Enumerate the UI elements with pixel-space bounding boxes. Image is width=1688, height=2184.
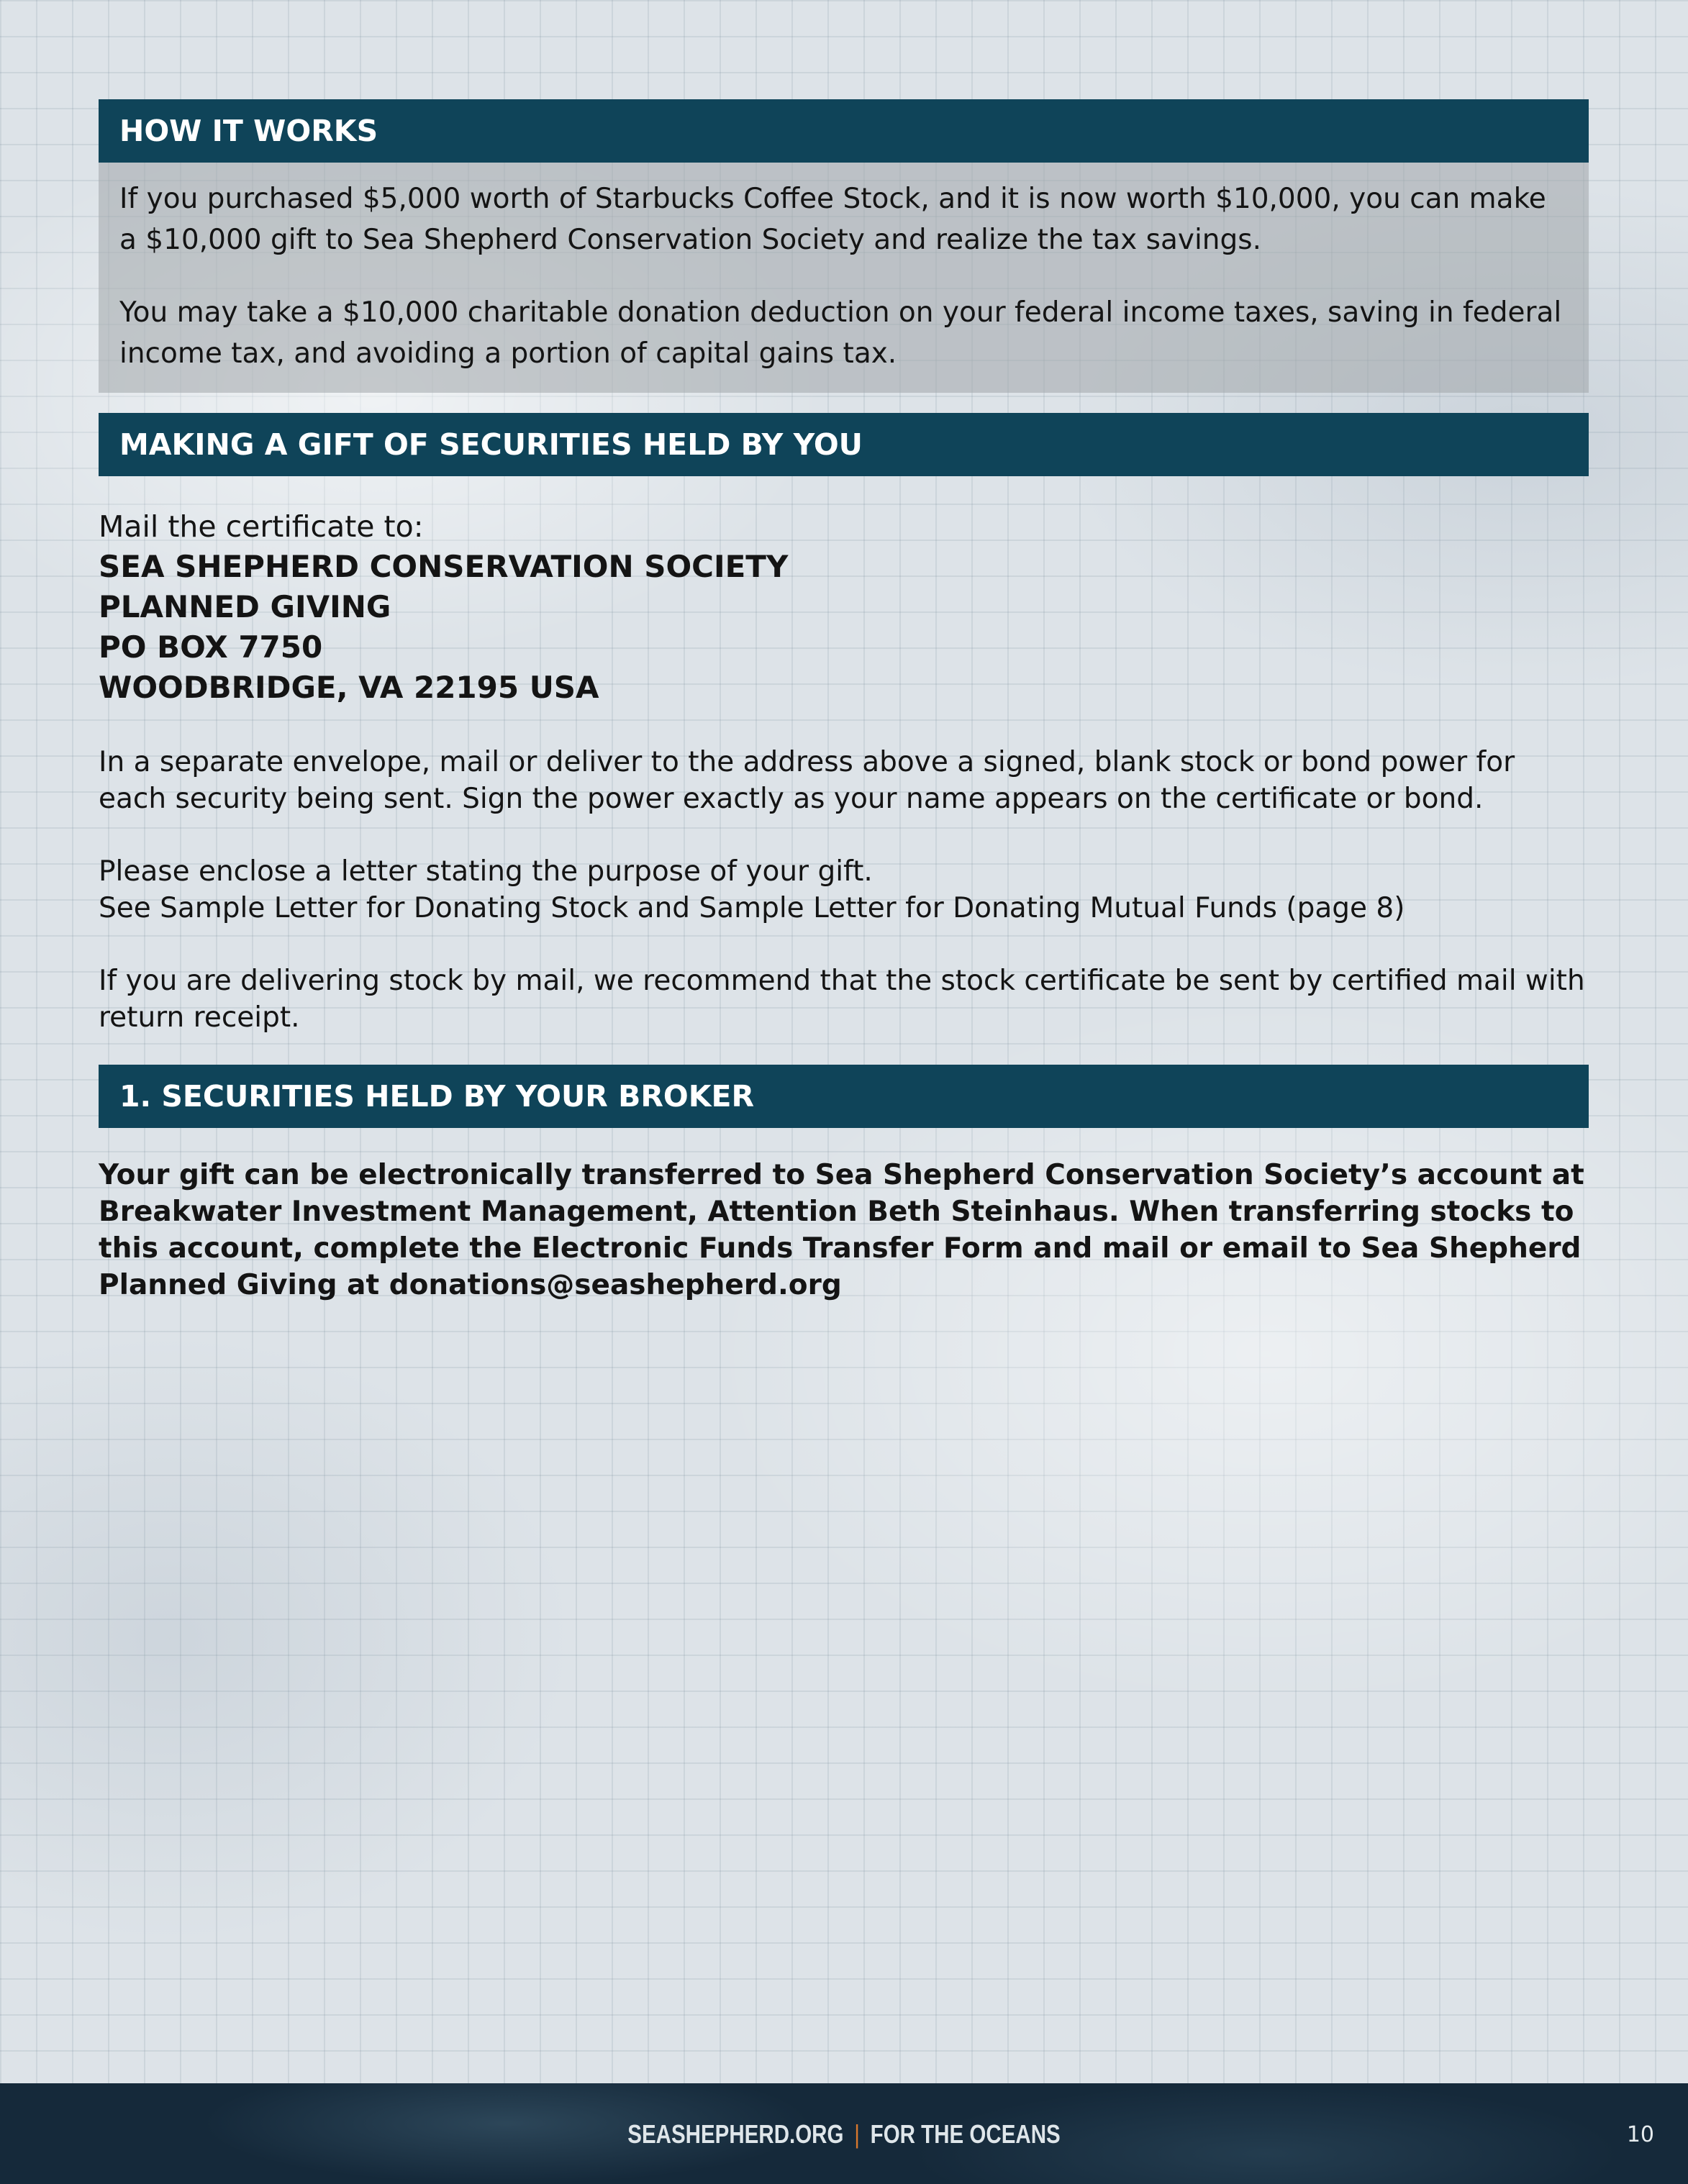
broker-heading: 1. SECURITIES HELD BY YOUR BROKER [99,1065,1589,1128]
address-line-city: WOODBRIDGE, VA 22195 USA [99,670,599,705]
mailing-address-block [99,506,1589,708]
footer-separator: | [854,2119,860,2149]
how-it-works-paragraph-2: You may take a $10,000 charitable donation deduction on your federal income taxes, saving in federal income tax, and avoiding a portion of capital gains tax. [119,296,1562,370]
address-line-po-box: PO BOX 7750 [99,629,323,665]
gift-held-by-you-heading: MAKING A GIFT OF SECURITIES HELD BY YOU [99,413,1589,476]
page-number: 10 [1626,2122,1654,2147]
broker-paragraph: Your gift can be electronically transferred to Sea Shepherd Conservation Society’s account at Breakwater Investment Management, Attention Beth Steinhaus. When transferring stocks to this account, complete the Electronic Funds Transfer Form and mail or email to Sea Shepherd Planned Giving at donations@seashepherd.org [99,1159,1584,1301]
letter-instructions [99,853,1589,927]
footer [0,2083,1688,2184]
envelope-instructions: In a separate envelope, mail or deliver to the address above a signed, blank stock or bond power for each security being sent. Sign the power exactly as your name appears on the certificate or bond. [99,746,1515,815]
letter-line-1: Please enclose a letter stating the purpose of your gift. [99,855,873,888]
certified-mail-note: If you are delivering stock by mail, we recommend that the stock certificate be sent by certified mail with return receipt. [99,965,1585,1034]
footer-website: SEASHEPHERD.ORG [627,2119,844,2149]
page-content [99,99,1589,1332]
address-line-department: PLANNED GIVING [99,589,391,624]
how-it-works-box [99,163,1589,393]
mail-intro: Mail the certificate to: [99,509,424,544]
footer-tagline: FOR THE OCEANS [870,2119,1061,2149]
letter-line-2: See Sample Letter for Donating Stock and Sample Letter for Donating Mutual Funds (page 8) [99,892,1405,924]
footer-brand [152,2119,1536,2149]
how-it-works-paragraph-1: If you purchased $5,000 worth of Starbucks Coffee Stock, and it is now worth $10,000, you can make a $10,000 gift to Sea Shepherd Conservation Society and realize the tax savings. [119,183,1546,256]
how-it-works-heading: HOW IT WORKS [99,99,1589,163]
address-line-organization: SEA SHEPHERD CONSERVATION SOCIETY [99,549,789,584]
